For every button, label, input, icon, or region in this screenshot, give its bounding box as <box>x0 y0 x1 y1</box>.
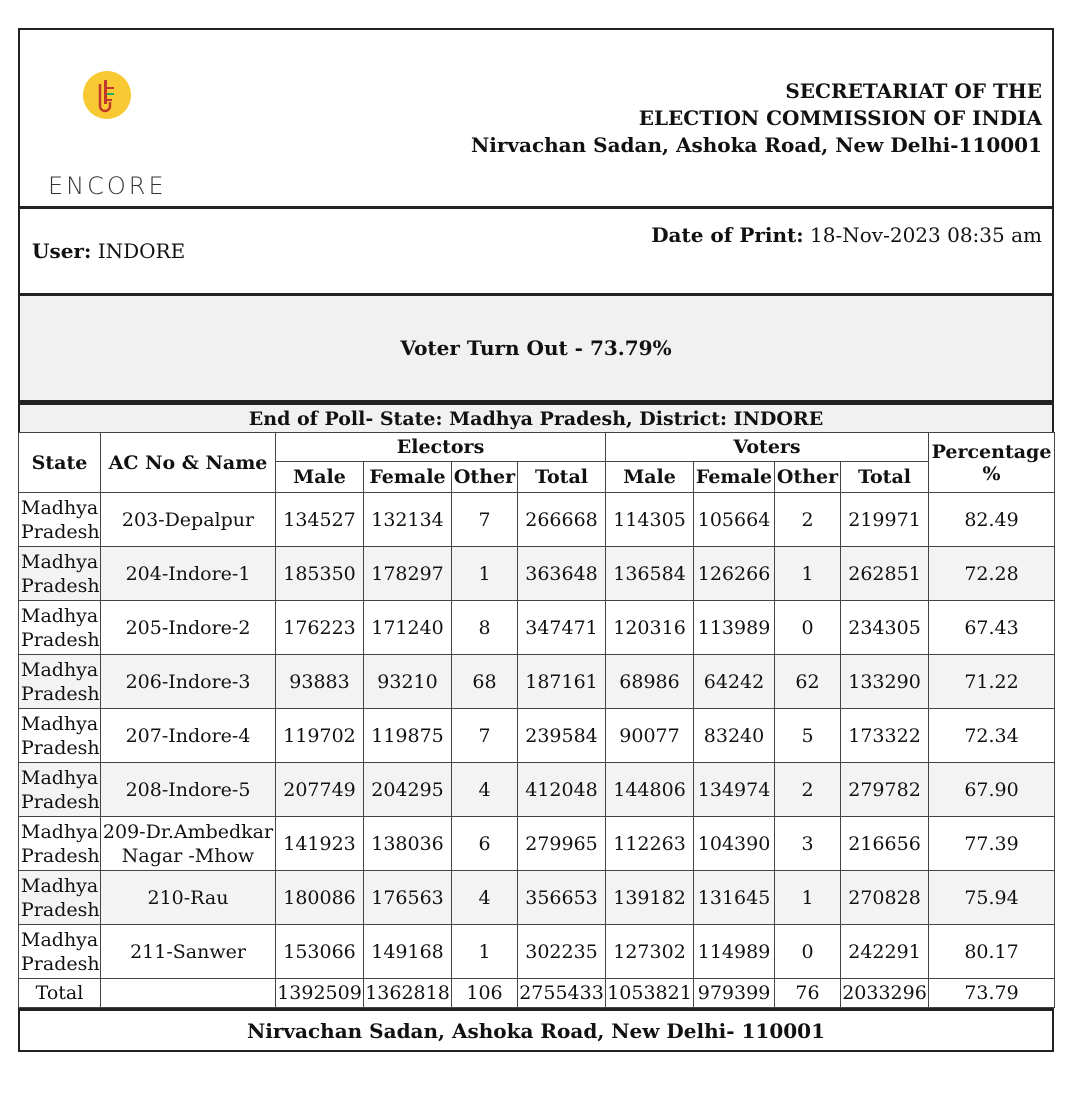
total-v-male: 1053821 <box>606 979 694 1008</box>
cell-v-total: 242291 <box>841 925 929 979</box>
user-value: INDORE <box>97 239 186 263</box>
cell-e-other: 4 <box>452 871 518 925</box>
cell-ac: 206-Indore-3 <box>101 655 276 709</box>
col-e-female: Female <box>364 462 452 493</box>
print-date <box>651 223 1042 247</box>
col-voters: Voters <box>606 433 929 462</box>
cell-state: Madhya Pradesh <box>19 547 101 601</box>
print-date-label: Date of Print: <box>651 223 804 247</box>
organization-block <box>471 78 1042 159</box>
cell-v-other: 0 <box>775 925 841 979</box>
cell-e-male: 185350 <box>276 547 364 601</box>
total-e-male: 1392509 <box>276 979 364 1008</box>
ballot-finger-icon <box>82 70 132 120</box>
cell-v-male: 112263 <box>606 817 694 871</box>
col-ac: AC No & Name <box>101 433 276 493</box>
cell-v-male: 68986 <box>606 655 694 709</box>
table-row <box>19 817 1055 871</box>
cell-e-male: 153066 <box>276 925 364 979</box>
col-v-other: Other <box>775 462 841 493</box>
cell-ac: 208-Indore-5 <box>101 763 276 817</box>
cell-ac: 203-Depalpur <box>101 493 276 547</box>
cell-v-total: 173322 <box>841 709 929 763</box>
cell-pct: 80.17 <box>929 925 1055 979</box>
cell-e-total: 187161 <box>518 655 606 709</box>
cell-e-female: 204295 <box>364 763 452 817</box>
cell-e-male: 176223 <box>276 601 364 655</box>
table-row <box>19 763 1055 817</box>
cell-v-other: 3 <box>775 817 841 871</box>
cell-v-male: 136584 <box>606 547 694 601</box>
turnout-table <box>18 432 1055 1008</box>
org-line-1: SECRETARIAT OF THE <box>785 79 1042 103</box>
cell-v-male: 114305 <box>606 493 694 547</box>
cell-e-female: 176563 <box>364 871 452 925</box>
report-sheet <box>18 28 1054 1052</box>
col-percentage: Percentage % <box>929 433 1055 493</box>
cell-v-female: 64242 <box>694 655 775 709</box>
cell-v-female: 105664 <box>694 493 775 547</box>
table-row <box>19 547 1055 601</box>
cell-e-other: 1 <box>452 547 518 601</box>
cell-e-other: 7 <box>452 709 518 763</box>
cell-v-female: 131645 <box>694 871 775 925</box>
cell-v-male: 139182 <box>606 871 694 925</box>
cell-v-total: 234305 <box>841 601 929 655</box>
col-e-other: Other <box>452 462 518 493</box>
cell-v-other: 2 <box>775 493 841 547</box>
cell-v-other: 62 <box>775 655 841 709</box>
cell-e-total: 412048 <box>518 763 606 817</box>
cell-e-other: 8 <box>452 601 518 655</box>
total-e-female: 1362818 <box>364 979 452 1008</box>
cell-e-other: 1 <box>452 925 518 979</box>
cell-v-total: 279782 <box>841 763 929 817</box>
cell-v-female: 83240 <box>694 709 775 763</box>
col-state: State <box>19 433 101 493</box>
brand-name: ENCORE <box>48 172 167 200</box>
total-v-total: 2033296 <box>841 979 929 1008</box>
cell-e-female: 149168 <box>364 925 452 979</box>
footer-address: Nirvachan Sadan, Ashoka Road, New Delhi- 110001 <box>18 1008 1054 1052</box>
col-v-female: Female <box>694 462 775 493</box>
report-header <box>18 28 1054 206</box>
cell-v-total: 262851 <box>841 547 929 601</box>
cell-state: Madhya Pradesh <box>19 493 101 547</box>
cell-ac: 204-Indore-1 <box>101 547 276 601</box>
cell-v-female: 134974 <box>694 763 775 817</box>
cell-v-other: 1 <box>775 547 841 601</box>
user-bar <box>18 209 1054 293</box>
cell-e-total: 356653 <box>518 871 606 925</box>
cell-pct: 72.28 <box>929 547 1055 601</box>
total-e-total: 2755433 <box>518 979 606 1008</box>
cell-v-female: 113989 <box>694 601 775 655</box>
cell-e-total: 302235 <box>518 925 606 979</box>
poll-title: End of Poll- State: Madhya Pradesh, District: INDORE <box>18 402 1054 432</box>
table-row <box>19 655 1055 709</box>
cell-e-male: 134527 <box>276 493 364 547</box>
cell-v-other: 1 <box>775 871 841 925</box>
cell-v-total: 219971 <box>841 493 929 547</box>
col-v-male: Male <box>606 462 694 493</box>
col-e-total: Total <box>518 462 606 493</box>
cell-v-male: 120316 <box>606 601 694 655</box>
cell-e-male: 180086 <box>276 871 364 925</box>
total-v-female: 979399 <box>694 979 775 1008</box>
logo <box>48 70 168 200</box>
total-pct: 73.79 <box>929 979 1055 1008</box>
cell-e-male: 141923 <box>276 817 364 871</box>
cell-v-male: 90077 <box>606 709 694 763</box>
cell-pct: 67.90 <box>929 763 1055 817</box>
cell-v-female: 126266 <box>694 547 775 601</box>
cell-state: Madhya Pradesh <box>19 601 101 655</box>
cell-ac: 211-Sanwer <box>101 925 276 979</box>
org-line-2: ELECTION COMMISSION OF INDIA <box>638 106 1042 130</box>
user-label: User: <box>32 239 92 263</box>
total-label: Total <box>19 979 101 1008</box>
cell-e-male: 119702 <box>276 709 364 763</box>
turnout-banner <box>18 296 1054 402</box>
cell-pct: 72.34 <box>929 709 1055 763</box>
cell-e-total: 239584 <box>518 709 606 763</box>
cell-state: Madhya Pradesh <box>19 871 101 925</box>
col-e-male: Male <box>276 462 364 493</box>
cell-v-female: 114989 <box>694 925 775 979</box>
cell-e-female: 93210 <box>364 655 452 709</box>
table-row <box>19 925 1055 979</box>
total-e-other: 106 <box>452 979 518 1008</box>
cell-e-total: 363648 <box>518 547 606 601</box>
col-electors: Electors <box>276 433 606 462</box>
cell-v-other: 2 <box>775 763 841 817</box>
print-date-value: 18-Nov-2023 08:35 am <box>810 223 1042 247</box>
cell-v-male: 127302 <box>606 925 694 979</box>
turnout-value: Voter Turn Out - 73.79% <box>400 336 672 360</box>
cell-pct: 67.43 <box>929 601 1055 655</box>
cell-e-female: 132134 <box>364 493 452 547</box>
cell-ac: 210-Rau <box>101 871 276 925</box>
cell-v-total: 133290 <box>841 655 929 709</box>
total-row <box>19 979 1055 1008</box>
total-v-other: 76 <box>775 979 841 1008</box>
cell-e-other: 68 <box>452 655 518 709</box>
cell-e-other: 4 <box>452 763 518 817</box>
cell-e-female: 119875 <box>364 709 452 763</box>
cell-pct: 75.94 <box>929 871 1055 925</box>
cell-e-other: 6 <box>452 817 518 871</box>
cell-v-female: 104390 <box>694 817 775 871</box>
cell-pct: 77.39 <box>929 817 1055 871</box>
cell-v-total: 216656 <box>841 817 929 871</box>
cell-v-total: 270828 <box>841 871 929 925</box>
org-address: Nirvachan Sadan, Ashoka Road, New Delhi-110001 <box>470 133 1042 157</box>
cell-e-male: 207749 <box>276 763 364 817</box>
cell-ac: 207-Indore-4 <box>101 709 276 763</box>
cell-e-other: 7 <box>452 493 518 547</box>
cell-e-male: 93883 <box>276 655 364 709</box>
col-v-total: Total <box>841 462 929 493</box>
cell-ac: 205-Indore-2 <box>101 601 276 655</box>
cell-state: Madhya Pradesh <box>19 817 101 871</box>
cell-e-female: 171240 <box>364 601 452 655</box>
table-row <box>19 709 1055 763</box>
cell-pct: 71.22 <box>929 655 1055 709</box>
cell-v-male: 144806 <box>606 763 694 817</box>
cell-state: Madhya Pradesh <box>19 709 101 763</box>
cell-e-total: 279965 <box>518 817 606 871</box>
cell-v-other: 0 <box>775 601 841 655</box>
table-row <box>19 493 1055 547</box>
table-row <box>19 871 1055 925</box>
cell-pct: 82.49 <box>929 493 1055 547</box>
cell-v-other: 5 <box>775 709 841 763</box>
cell-state: Madhya Pradesh <box>19 925 101 979</box>
cell-state: Madhya Pradesh <box>19 763 101 817</box>
cell-e-female: 178297 <box>364 547 452 601</box>
cell-ac: 209-Dr.Ambedkar Nagar -Mhow <box>101 817 276 871</box>
total-ac <box>101 979 276 1008</box>
user-info <box>32 239 185 263</box>
cell-e-total: 266668 <box>518 493 606 547</box>
cell-state: Madhya Pradesh <box>19 655 101 709</box>
cell-e-female: 138036 <box>364 817 452 871</box>
cell-e-total: 347471 <box>518 601 606 655</box>
table-row <box>19 601 1055 655</box>
